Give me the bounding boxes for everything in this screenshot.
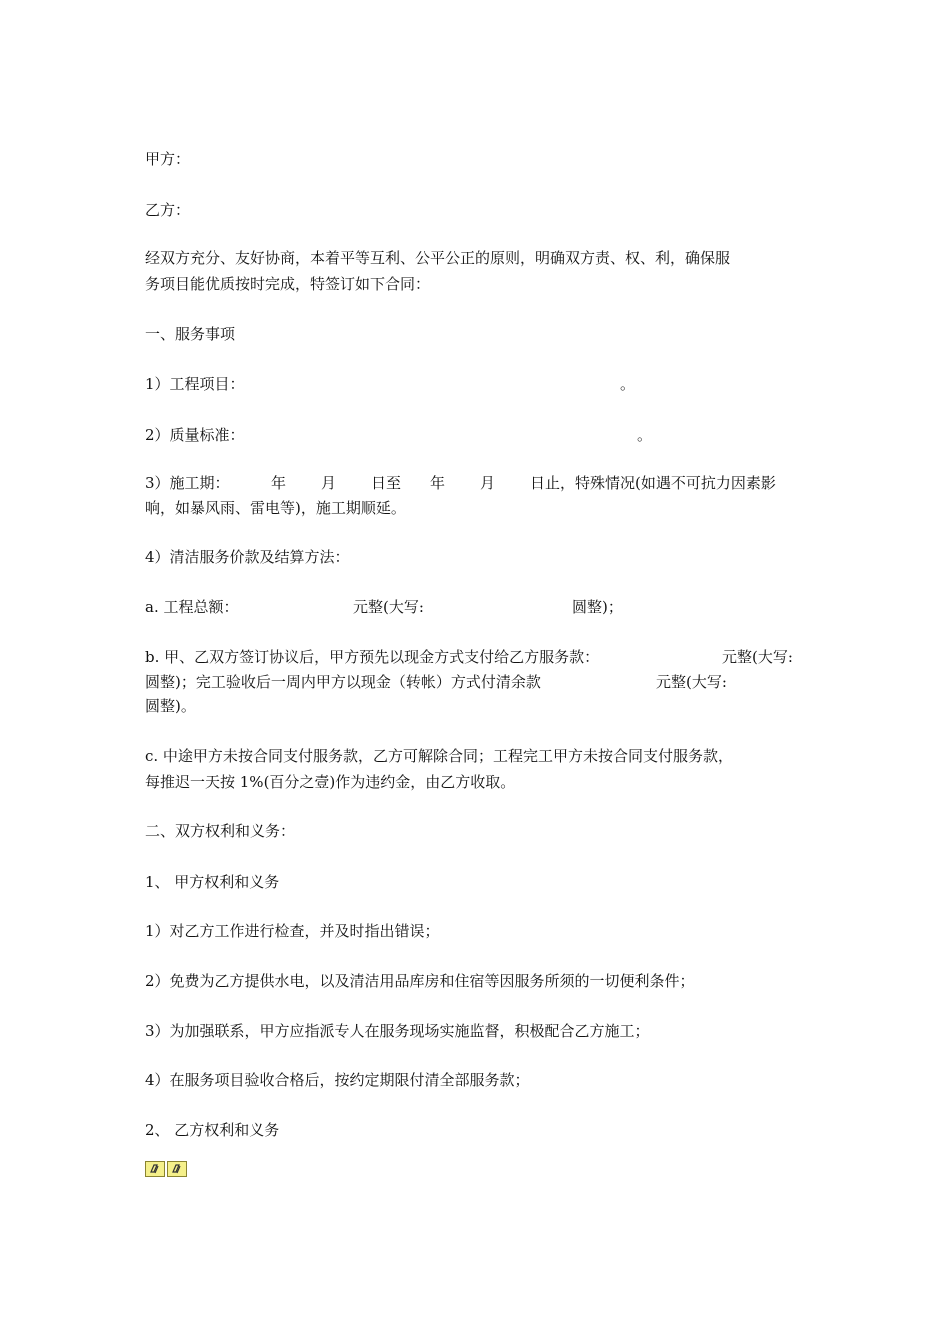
section2-title: 二、双方权利和义务： [145, 822, 296, 840]
party-a-label: 甲方： [145, 150, 191, 168]
clause-a-yuan-end: 圆整)； [572, 598, 623, 616]
item2-row [0, 424, 950, 446]
clause-c-line1: c. 中途甲方未按合同支付服务款，乙方可解除合同；工程完工甲方未按合同支付服务款， [145, 747, 733, 765]
clause-b-line2: 圆整)；完工验收后一周内甲方以现金（转帐）方式付清余款 [145, 673, 541, 691]
item1-label: 1）工程项目： [145, 375, 245, 393]
clause-b-line2-yuan: 元整(大写: [656, 673, 727, 691]
item3-line-2: 响，如暴风雨、雷电等)，施工期顺延。 [145, 499, 406, 517]
link-icon[interactable] [167, 1161, 187, 1177]
item3-year1: 年 [271, 474, 287, 492]
clause-b-line3: 圆整)。 [145, 697, 196, 715]
clause-b-row-1 [0, 646, 950, 668]
item3-month1: 月 [321, 474, 337, 492]
sub1-item-3: 3）为加强联系，甲方应指派专人在服务现场实施监督，积极配合乙方施工； [145, 1022, 650, 1040]
clause-a-yuan: 元整(大写: [353, 598, 424, 616]
intro-line-1: 经双方充分、友好协商，本着平等互利、公平公正的原则，明确双方责、权、利，确保服 [145, 249, 731, 267]
item3-tail: 日止，特殊情况(如遇不可抗力因素影 [530, 474, 776, 492]
sub2-title: 2、 乙方权利和义务 [145, 1121, 280, 1139]
clause-a-row [0, 596, 950, 618]
clause-a-label: a. 工程总额： [145, 598, 239, 616]
icon-group [145, 1161, 187, 1177]
item2-end: 。 [637, 426, 653, 444]
sub1-item-4: 4）在服务项目验收合格后，按约定期限付清全部服务款； [145, 1071, 530, 1089]
clause-b-row-2 [0, 671, 950, 693]
item1-row [0, 373, 950, 395]
item3-day-to: 日至 [371, 474, 402, 492]
clause-b-line1: b. 甲、乙双方签订协议后，甲方预先以现金方式支付给乙方服务款： [145, 648, 600, 666]
section1-title: 一、服务事项 [145, 325, 236, 343]
item3-month2: 月 [480, 474, 496, 492]
clause-b-line1-yuan: 元整(大写: [722, 648, 793, 666]
sub1-title: 1、 甲方权利和义务 [145, 873, 280, 891]
party-b-label: 乙方： [145, 201, 191, 219]
link-icon[interactable] [145, 1161, 165, 1177]
item1-end: 。 [620, 375, 636, 393]
intro-line-2: 务项目能优质按时完成，特签订如下合同： [145, 275, 431, 293]
sub1-item-1: 1）对乙方工作进行检查，并及时指出错误； [145, 922, 440, 940]
item3-year2: 年 [430, 474, 446, 492]
item4-title: 4）清洁服务价款及结算方法： [145, 548, 350, 566]
item3-row [0, 472, 950, 494]
item3-label: 3）施工期： [145, 474, 230, 492]
sub1-item-2: 2）免费为乙方提供水电，以及清洁用品库房和住宿等因服务所须的一切便利条件； [145, 972, 695, 990]
clause-c-line2: 每推迟一天按 1%(百分之壹)作为违约金，由乙方收取。 [145, 773, 516, 791]
item2-label: 2）质量标准： [145, 426, 245, 444]
